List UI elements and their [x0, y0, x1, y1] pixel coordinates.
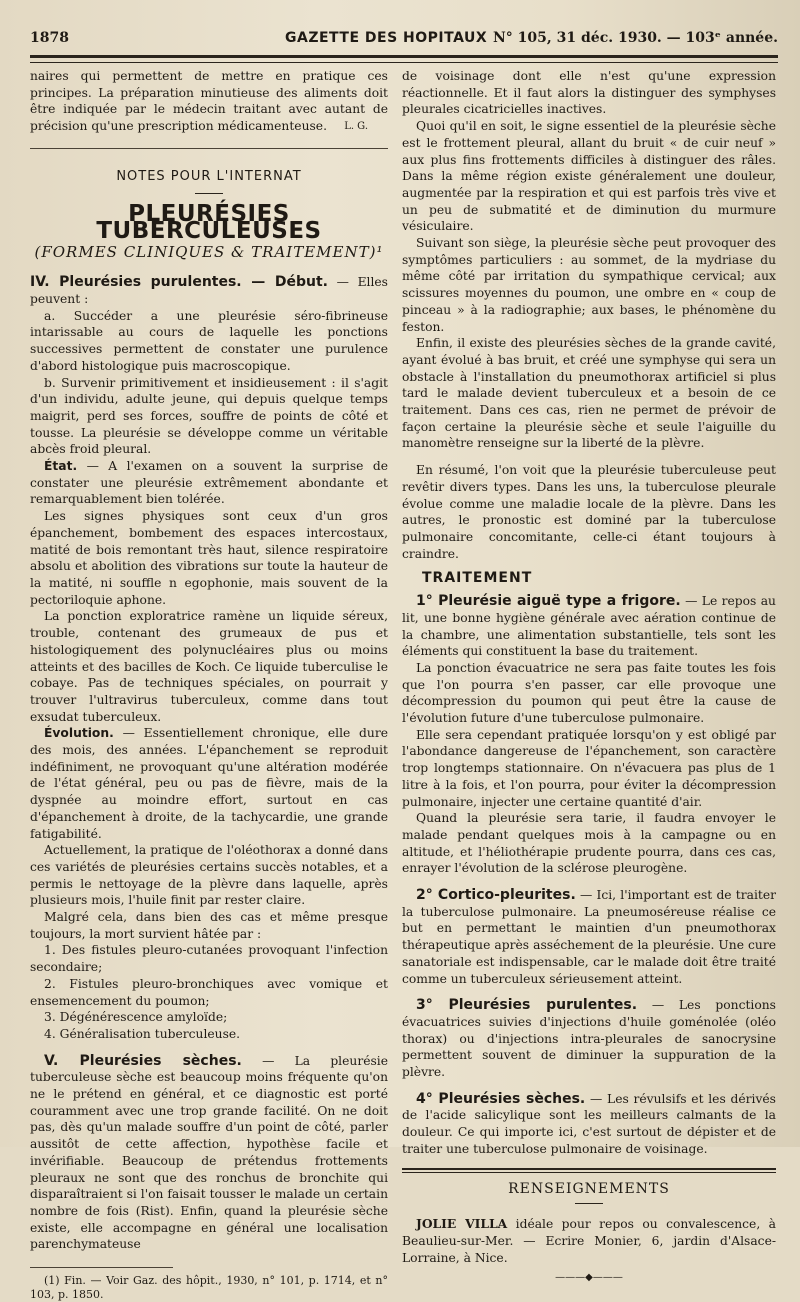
section-iv-a: a. Succéder a une pleurésie séro-fibrineuse intarissable au cours de laquelle les ponctions successives permettent de constater une purulence d'abord histologique puis macroscopique.	[30, 308, 388, 373]
intro-paragraph: naires qui permettent de mettre en pratique ces principes. La préparation minutieuse des aliments doit être indiquée par le médecin traitant avec autant de précision qu'une prescription médicamenteuse.	[30, 69, 388, 134]
section-iv-lead: — Elles peuvent :	[30, 275, 388, 307]
section-iv-intro	[30, 274, 388, 307]
classified-ad	[402, 1216, 776, 1266]
t3-paragraph	[402, 997, 776, 1081]
evolution-text: — Essentiellement chronique, elle dure des mois, des années. L'épanchement se reproduit indéfiniment, ne provoquant qu'une altération modérée de l'état général, peu ou pas de fièvre, mais de la dyspnée au moindre effort, surtout en cas d'épanchement à droite, de la tachycardie, une grande fatigabilité.	[30, 726, 388, 841]
t1-elle: Elle sera cependant pratiquée lorsqu'on y est obligé par l'abondance dangereuse de l'épanchement, son caractère trop longtemps stationnaire. On n'évacuera pas plus de 1 litre à la fois, et l'on pourra, pour éviter la décompression pulmonaire, injecter une certaine quantité d'air.	[402, 727, 776, 809]
t2-text: — Ici, l'important est de traiter la tuberculose pulmonaire. La pneumoséreuse réalise ce but en permettant le maintien d'un pneumothorax thérapeutique après asséchement de la pleurésie. Une cure sanatoriale est indispensable, car le malade doit être traité comme un tuberculeux sérieusement atteint.	[402, 888, 776, 986]
etat-paragraph	[30, 458, 388, 508]
title-dash	[195, 193, 223, 194]
notes-title: NOTES POUR L'INTERNAT	[116, 168, 302, 184]
section-v-paragraph	[30, 1053, 388, 1253]
evolution-paragraph	[30, 725, 388, 842]
page-number: 1878	[30, 30, 69, 46]
siege-paragraph: Suivant son siège, la pleurésie sèche peut provoquer des symptômes particuliers : au sommet, de la mydriase du même côté par irritation du sympathique cervical; aux scissures moyennes du poumon, une ombre en « coup de pinceau » à la radiographie; aux bases, le phénomène du feston.	[402, 236, 776, 334]
section-iv-heading: IV. Pleurésies purulentes. — Début.	[30, 274, 328, 291]
t2-heading: 2° Cortico-pleurites.	[416, 887, 576, 904]
signes-paragraph: Les signes physiques sont ceux d'un gros épanchement, bombement des espaces intercostaux, matité de bois remontant très haut, silence respiratoire absolu et abolition des vibrations sur toute la hauteur de la matité, ni souffle n egophonie, mais souvent de la pectoriloquie aphone.	[30, 509, 388, 607]
section-v-heading: V. Pleurésies sèches.	[44, 1052, 242, 1069]
frottement-paragraph: Quoi qu'il en soit, le signe essentiel de la pleurésie sèche est le frottement pleural, allant du bruit « de cuir neuf » aux plus fins frottements difficiles à distinguer des râles. Dans la même région existe généralement une douleur, augmentée par la respiration et qui est parfois très vive et un peu de submatité et de diminution du murmure vésiculaire.	[402, 119, 776, 234]
t3-text: — Les ponctions évacuatrices suivies d'injections d'huile goménolée (oléo thorax) ou d'injections intra-pleurales de sanocrysine permettent souvent de diminuer la suppuration de la plèvre.	[402, 998, 776, 1080]
left-column	[30, 68, 388, 1302]
complication-item: 4. Généralisation tuberculeuse.	[44, 1026, 241, 1041]
renseignements-title: RENSEIGNEMENTS	[508, 1180, 670, 1197]
complication-item: 2. Fistules pleuro-bronchiques avec vomique et ensemencement du poumon;	[30, 976, 388, 1008]
renseignements-rule	[402, 1168, 776, 1173]
footnote: (1) Fin. — Voir Gaz. des hôpit., 1930, n° 101, p. 1714, et n° 103, p. 1850.	[30, 1274, 388, 1302]
t2-paragraph	[402, 887, 776, 987]
footnote-rule	[30, 1267, 173, 1268]
continuation-paragraph: de voisinage dont elle n'est qu'une expression réactionnelle. Et il faut alors la distinguer des symphyses pleurales cicatricielles inactives.	[402, 69, 776, 117]
ornament-rule: ———◆———	[555, 1272, 623, 1284]
t4-heading: 4° Pleurésies sèches.	[416, 1090, 586, 1107]
section-divider	[30, 148, 388, 149]
malgre-paragraph: Malgré cela, dans bien des cas et même presque toujours, la mort survient hâtée par :	[30, 910, 388, 941]
evolution-heading: Évolution.	[44, 726, 114, 741]
t1-ponction: La ponction évacuatrice ne sera pas faite toutes les fois que l'on pourra s'en passer, car elle provoque une décompression du poumon qui peut être la cause de l'évolution future d'une tuberculose pulmonaire.	[402, 660, 776, 726]
oleothorax-paragraph: Actuellement, la pratique de l'oléothorax a donné dans ces variétés de pleurésies certains succès notables, et a permis le nettoyage de la plèvre dans laquelle, après plusieurs mois, l'huile finit par rester claire.	[30, 843, 388, 908]
traitement-title: TRAITEMENT	[422, 570, 533, 587]
resume-paragraph: En résumé, l'on voit que la pleurésie tuberculeuse peut revêtir divers types. Dans les uns, la tuberculose pleurale évolue comme une maladie locale de la plèvre. Dans les autres, le pronostic est dominé par la tuberculose pulmonaire concomitante, celle-ci étant toujours à craindre.	[402, 463, 776, 561]
t1-heading: 1° Pleurésie aiguë type a frigore.	[416, 593, 681, 610]
page-header	[30, 28, 778, 48]
issue-info: N° 105, 31 déc. 1930. — 103ᵉ année.	[493, 30, 778, 46]
article-title: PLEURÉSIES TUBERCULEUSES	[96, 201, 322, 244]
t1-quand: Quand la pleurésie sera tarie, il faudra envoyer le malade pendant quelques mois à la campagne ou en altitude, et l'héliothérapie prudente pourra, dans ces cas, enrayer l'évolution de la sclérose pleurogène.	[402, 811, 776, 876]
classified-text: idéale pour repos ou convalescence, à Beaulieu-sur-Mer. — Ecrire Monier, 6, jardin d'Alsace-Lorraine, à Nice.	[402, 1217, 776, 1265]
t4-text: — Les révulsifs et les dérivés de l'acide salicylique sont les meilleurs calmants de la douleur. Ce qui importe ici, c'est surtout de dépister et de traiter une tuberculose pulmonaire de voisinage.	[402, 1091, 776, 1156]
intro-signature: L. G.	[344, 120, 368, 132]
classified-lead: JOLIE VILLA	[416, 1216, 508, 1232]
t4-paragraph	[402, 1091, 776, 1158]
section-iv-b: b. Survenir primitivement et insidieusement : il s'agit d'un individu, adulte jeune, qui depuis quelque temps maigrit, perd ses forces, souffre de points de côté et tousse. La pleurésie se développe comme un véritable abcès froid pleural.	[30, 375, 388, 457]
etat-heading: État.	[44, 459, 78, 474]
complication-item: 3. Dégénérescence amyloïde;	[44, 1010, 228, 1025]
journal-title: GAZETTE DES HOPITAUX	[285, 30, 488, 46]
t3-heading: 3° Pleurésies purulentes.	[416, 997, 638, 1014]
t1-paragraph	[402, 593, 776, 660]
complication-item: 1. Des fistules pleuro-cutanées provoquant l'infection secondaire;	[30, 943, 388, 975]
article-subtitle: (FORMES CLINIQUES & TRAITEMENT)¹	[34, 242, 384, 261]
etat-text: — A l'examen on a souvent la surprise de constater une pleurésie extrêmement abondante et remarquablement bien tolérée.	[30, 459, 388, 507]
header-rule	[30, 55, 778, 63]
section-v-text: — La pleurésie tuberculeuse sèche est beaucoup moins fréquente qu'on ne le prétend en général, et ce diagnostic est porté couramment avec une trop grande facilité. On ne doit pas, dès qu'un malade souffre d'un point de côté, parler aussitôt de cette affection, hypothèse facile et invérifiable. Beaucoup de prétendus frottements pleuraux ne sont que des ronchus de bronchite qui disparaîtraient si l'on faisait tousser le malade un certain nombre de fois (Rist). Enfin, quand la pleurésie sèche existe, elle accompagne en général une localisation parenchymateuse	[30, 1053, 388, 1252]
renseignements-dash	[575, 1203, 603, 1204]
ponction-paragraph: La ponction exploratrice ramène un liquide séreux, trouble, contenant des grumeaux de pus et histologiquement des polynucléaires plus ou moins atteints et des bacilles de Koch. Ce liquide tuberculise le cobaye. Pas de techniques spéciales, on pourrait y trouver l'ultravirus tuberculeux, comme dans tout exsudat tuberculeux.	[30, 609, 388, 724]
t1-text: — Le repos au lit, une bonne hygiène générale avec aération continue de la chambre, une alimentation substantielle, tels sont les éléments qui constituent la base du traitement.	[402, 594, 776, 659]
grande-cavite-paragraph: Enfin, il existe des pleurésies sèches de la grande cavité, ayant évolué à bas bruit, et créé une symphyse qui sera un obstacle à l'installation du pneumothorax artificiel si plus tard le malade devient tuberculeux et a besoin de ce traitement. Dans ces cas, rien ne permet de prévoir de façon certaine la pleurésie sèche et seule l'aiguille du manomètre renseigne sur la liberté de la plèvre.	[402, 336, 776, 451]
right-column	[402, 68, 776, 1287]
